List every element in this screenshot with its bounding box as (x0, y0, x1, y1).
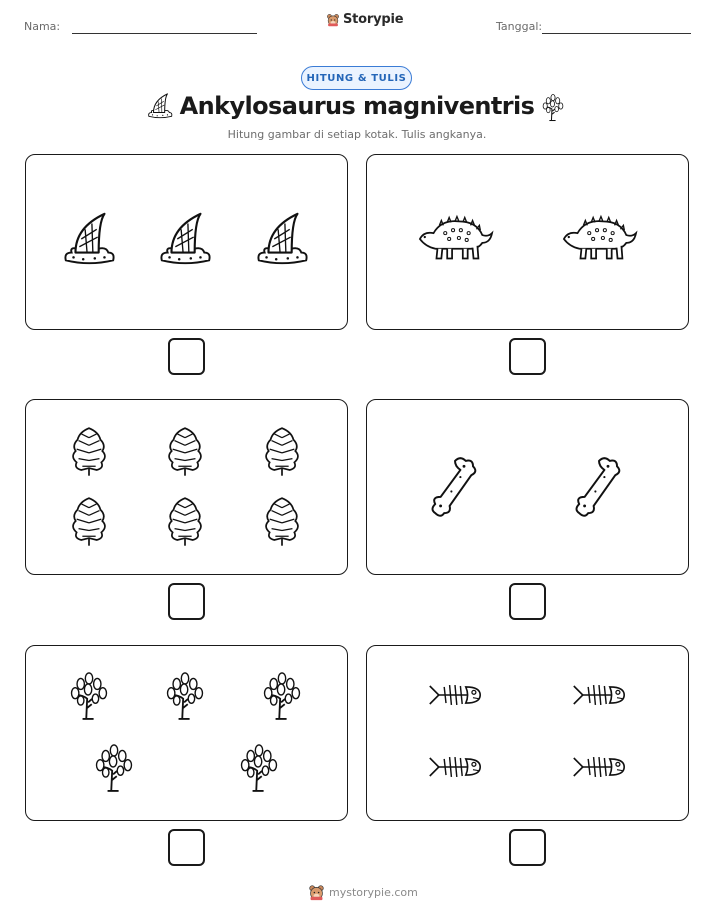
answer-box-bones[interactable] (509, 583, 546, 620)
fish-skeleton-icon (428, 753, 482, 781)
count-panel-bones (366, 399, 689, 575)
brand-logo (326, 12, 403, 27)
fish-skeleton-icon (572, 753, 626, 781)
footer-url[interactable]: mystorypie.com (329, 886, 418, 899)
ankylosaurus-icon (560, 212, 638, 264)
fern-leaf-icon (166, 424, 204, 478)
bear-mascot-icon (326, 13, 340, 27)
date-label: Tanggal: (496, 20, 543, 33)
tree-icon (236, 740, 282, 794)
count-panel-fish (366, 645, 689, 821)
tree-icon (162, 668, 208, 722)
tree-icon (540, 92, 566, 122)
tree-icon (66, 668, 112, 722)
name-label: Nama: (24, 20, 61, 33)
fern-leaf-icon (263, 424, 301, 478)
page-title: Ankylosaurus magniventris (179, 92, 535, 120)
bone-icon (572, 454, 626, 520)
fish-skeleton-icon (428, 681, 482, 709)
fern-leaf-icon (166, 494, 204, 548)
instructions: Hitung gambar di setiap kotak. Tulis angkanya. (227, 128, 487, 141)
answer-box-fish[interactable] (509, 829, 546, 866)
tree-icon (91, 740, 137, 794)
activity-badge: HITUNG & TULIS (301, 66, 412, 90)
bone-icon (428, 454, 482, 520)
answer-box-claws[interactable] (168, 338, 205, 375)
answer-box-trees[interactable] (168, 829, 205, 866)
answer-box-ankylosaurus[interactable] (509, 338, 546, 375)
date-field-line[interactable] (542, 33, 691, 34)
footer (308, 884, 418, 901)
fern-leaf-icon (263, 494, 301, 548)
fern-leaf-icon (70, 424, 108, 478)
fish-skeleton-icon (572, 681, 626, 709)
ankylosaurus-icon (416, 212, 494, 264)
tree-icon (259, 668, 305, 722)
brand-name: Storypie (343, 12, 404, 27)
claw-icon (156, 210, 214, 268)
name-field-line[interactable] (72, 33, 257, 34)
claw-icon (253, 210, 311, 268)
bear-mascot-icon (308, 884, 325, 901)
fern-leaf-icon (70, 494, 108, 548)
count-panel-ankylosaurus (366, 154, 689, 330)
claw-icon (60, 210, 118, 268)
answer-box-leaves[interactable] (168, 583, 205, 620)
